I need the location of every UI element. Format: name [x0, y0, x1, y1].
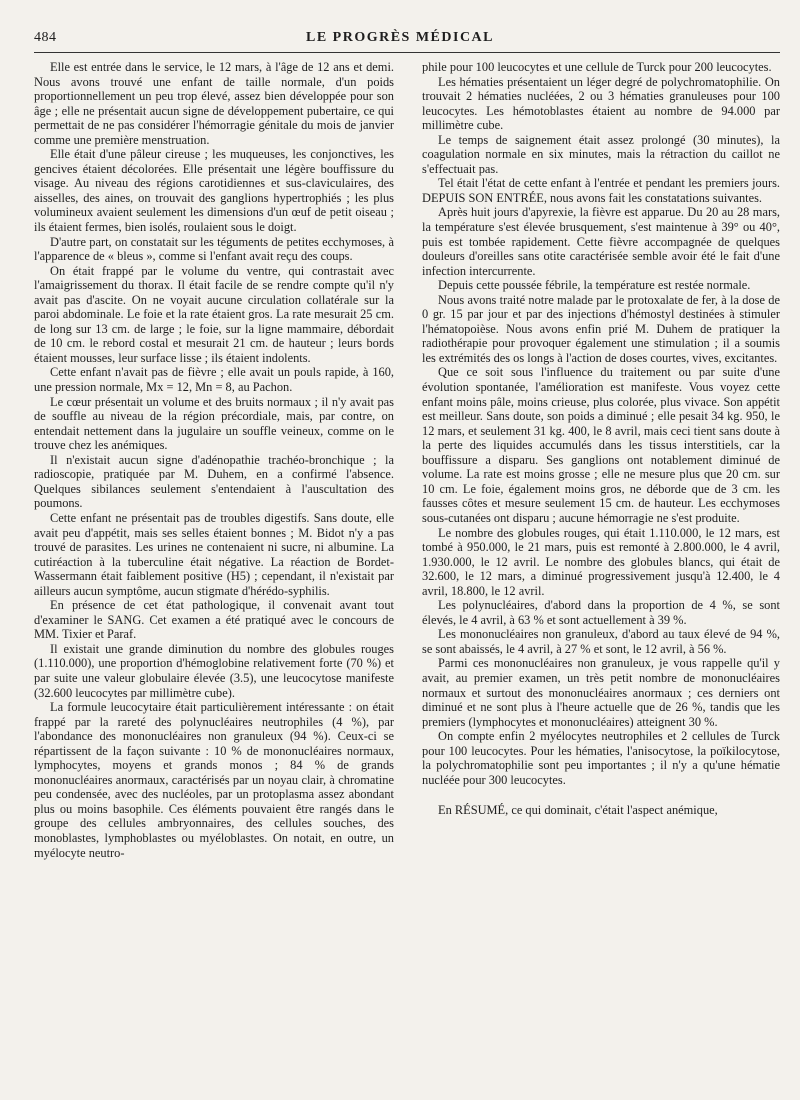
paragraph: Elle est entrée dans le service, le 12 mars, à l'âge de 12 ans et demi. Nous avons trouvé une enfant de taille normale, d'un poids proportionnellement un peu trop élevé, assez bien développée pour son âge ; elle ne présentait aucun signe de développement pubertaire, ce qui permettait de ne pas considérer l'hémorragie génitale du mois de janvier comme une première menstruation. — [34, 60, 394, 147]
paragraph: Le cœur présentait un volume et des bruits normaux ; il n'y avait pas de souffle au niveau de la région précordiale, mais, par contre, on entendait nettement dans la jugulaire un souffle veineux, comme on le trouve chez les anémiques. — [34, 394, 394, 453]
paragraph: D'autre part, on constatait sur les téguments de petites ecchymoses, à l'apparence de « bleus », comme si l'enfant avait reçu des coups. — [34, 234, 394, 264]
right-column — [422, 60, 780, 818]
left-column — [34, 60, 394, 860]
paragraph: La formule leucocytaire était particulièrement intéressante : on était frappé par la rareté des polynucléaires neutrophiles (4 %), par l'abondance des mononucléaires non granuleux (94 %). Ceux-ci se répartissent de la façon suivante : 10 % de mononucléaires normaux, lymphocytes, moyens et grands monos ; 84 % de grands mononucléaires anormaux, caractérisés par un noyau clair, à chromatine peu condensée, avec des nucléoles, par un protoplasma assez abondant plus ou moins basophile. Ces éléments pouvaient être rangés dans le groupe des cellules ambryonnaires, des cellules souches, des monoblastes, lymphoblastes ou myéloblastes. On notait, en outre, un myélocyte neutro- — [34, 700, 394, 860]
paragraph: Le temps de saignement était assez prolongé (30 minutes), la coagulation normale en six minutes, mais la rétraction du caillot ne s'effectuait pas. — [422, 132, 780, 176]
paragraph: Il n'existait aucun signe d'adénopathie trachéo-bronchique ; la radioscopie, pratiquée par M. Duhem, en a confirmé l'absence. Quelques sibilances seulement s'entendaient à l'auscultation des poumons. — [34, 452, 394, 511]
paragraph: Tel était l'état de cette enfant à l'entrée et pendant les premiers jours. DEPUIS SON ENTRÉE, nous avons fait les constatations suivantes. — [422, 176, 780, 205]
paragraph: En RÉSUMÉ, ce qui dominait, c'était l'aspect anémique, — [438, 803, 718, 818]
paragraph: Après huit jours d'apyrexie, la fièvre est apparue. Du 20 au 28 mars, la température s'est élevée brusquement, s'est maintenue à 39° ou 40°, puis est tombée rapidement. Cette fièvre accompagnée de quelques douleurs d'oreilles sans otite caractérisée semble avoir été le fait d'une infection intercurrente. — [422, 205, 780, 278]
paragraph: On était frappé par le volume du ventre, qui contrastait avec l'amaigrissement du thorax. Il était facile de se rendre compte qu'il n'y avait pas d'ascite. On ne voyait aucune circulation collatérale sur la paroi abdominale. Le foie et la rate étaient gros. La rate mesurait 25 cm. de long sur 13 cm. de large ; le foie, sur la ligne mammaire, débordait de 10 cm. le rebord costal et mesurait 21 cm. de hauteur ; leurs bords étaient mousses, leur surface lisse ; ils étaient indolents. — [34, 263, 394, 365]
journal-title: LE PROGRÈS MÉDICAL — [305, 30, 495, 45]
paragraph: Il existait une grande diminution du nombre des globules rouges (1.110.000), une proportion d'hémoglobine relativement forte (70 %) et par suite une valeur globulaire élevée (3.5), une leucocytose manifeste (32.600 leucocytes par millimètre cube). — [34, 641, 394, 700]
paragraph: Nous avons traité notre malade par le protoxalate de fer, à la dose de 0 gr. 15 par jour et par des injections d'hémostyl destinées à stimuler l'hématopoièse. Nous avons enfin prié M. Duhem de pratiquer la radiothérapie pour provoquer également une stimulation ; il a soumis les extrémités des os longs à l'action de doses courtes, vives, excitantes. — [422, 292, 780, 365]
paragraph: Que ce soit sous l'influence du traitement ou par suite d'une évolution spontanée, l'amélioration est manifeste. Vous voyez cette enfant moins pâle, moins crieuse, plus colorée, plus vivace. Son appétit est meilleur. Sans doute, son poids a diminué ; elle pesait 34 kg. 950, le 12 mars, et seulement 31 kg. 400, le 8 avril, mais ceci tient sans doute à la perte des liquides accumulés dans les tissus interstitiels, car la bouffissure a disparu. Ses ganglions ont notablement diminué de volume. La rate est moins grosse ; elle ne mesure plus que 20 cm. sur 10 cm. Le foie, également moins gros, ne déborde que de 3 cm. les fausses côtes et mesure seulement 15 cm. de hauteur. Les ecchymoses sous-cutanées ont disparu ; aucune hémorragie ne s'est produite. — [422, 365, 780, 525]
paragraph: Parmi ces mononucléaires non granuleux, je vous rappelle qu'il y avait, au premier examen, un très petit nombre de mononucléaires normaux et surtout des mononucléaires anormaux ; ces derniers ont diminué et ne sont plus à l'heure actuelle que de 26 %, tandis que les premiers (lymphocytes et mononucléaires) atteignent 30 %. — [422, 656, 780, 729]
paragraph: Cette enfant ne présentait pas de troubles digestifs. Sans doute, elle avait peu d'appétit, mais ses selles étaient bonnes ; M. Bidot n'y a pas trouvé de parasites. Les urines ne contenaient ni sucre, ni albumine. La cutiréaction à la tuberculine était négative. La réaction de Bordet-Wassermann était faiblement positive (H5) ; cependant, il n'existait par ailleurs aucun symptôme, aucun stigmate d'hérédo-syphilis. — [34, 510, 394, 598]
paragraph: Elle était d'une pâleur cireuse ; les muqueuses, les conjonctives, les gencives étaient décolorées. Elle présentait une légère bouffissure du visage. Au niveau des régions carotidiennes et sus-claviculaires, des aisselles, des aines, on trouvait des ganglions hypertrophiés ; les plus volumineux avaient seulement les dimensions d'un œuf de petit oiseau ; ils étaient fermes, bien isolés, roulaient sous le doigt. — [34, 147, 394, 235]
paragraph: Les polynucléaires, d'abord dans la proportion de 4 %, se sont élevés, le 4 avril, à 63 % et sont actuellement à 39 %. — [422, 598, 780, 627]
header-rule — [34, 52, 780, 53]
paragraph: Cette enfant n'avait pas de fièvre ; elle avait un pouls rapide, à 160, une pression normale, Mx = 12, Mn = 8, au Pachon. — [34, 365, 394, 395]
paragraph: Depuis cette poussée fébrile, la température est restée normale. — [438, 278, 751, 293]
page-number: 484 — [34, 30, 57, 45]
paragraph: phile pour 100 leucocytes et une cellule de Turck pour 200 leucocytes. — [422, 60, 772, 74]
paragraph: Les mononucléaires non granuleux, d'abord au taux élevé de 94 %, se sont abaissés, le 4 avril, à 27 % et sont, le 12 avril, à 56 %. — [422, 627, 780, 656]
paragraph: Le nombre des globules rouges, qui était 1.110.000, le 12 mars, est tombé à 950.000, le 21 mars, puis est remonté à 2.800.000, le 4 avril, 1.930.000, le 12 avril. Le nombre des globules blancs, qui était de 32.600, le 12 mars, a diminué progressivement jusqu'à 12.400, le 4 avril, 18.800, le 12 avril. — [422, 525, 780, 598]
paragraph: En présence de cet état pathologique, il convenait avant tout d'examiner le SANG. Cet examen a été pratiqué avec le concours de MM. Tixier et Paraf. — [34, 598, 394, 642]
paragraph: Les hématies présentaient un léger degré de polychromatophilie. On trouvait 2 hématies nucléées, 2 ou 3 hématies granuleuses pour 100 leucocytes. Les hémotoblastes étaient au nombre de 94.000 par millimètre cube. — [422, 74, 780, 133]
paragraph: On compte enfin 2 myélocytes neutrophiles et 2 cellules de Turck pour 100 leucocytes. Pour les hématies, l'anisocytose, la poïkilocytose, la polychromatophilie sont peu importantes ; il n'y a qu'une hématie nucléée pour 300 leucocytes. — [422, 729, 780, 787]
